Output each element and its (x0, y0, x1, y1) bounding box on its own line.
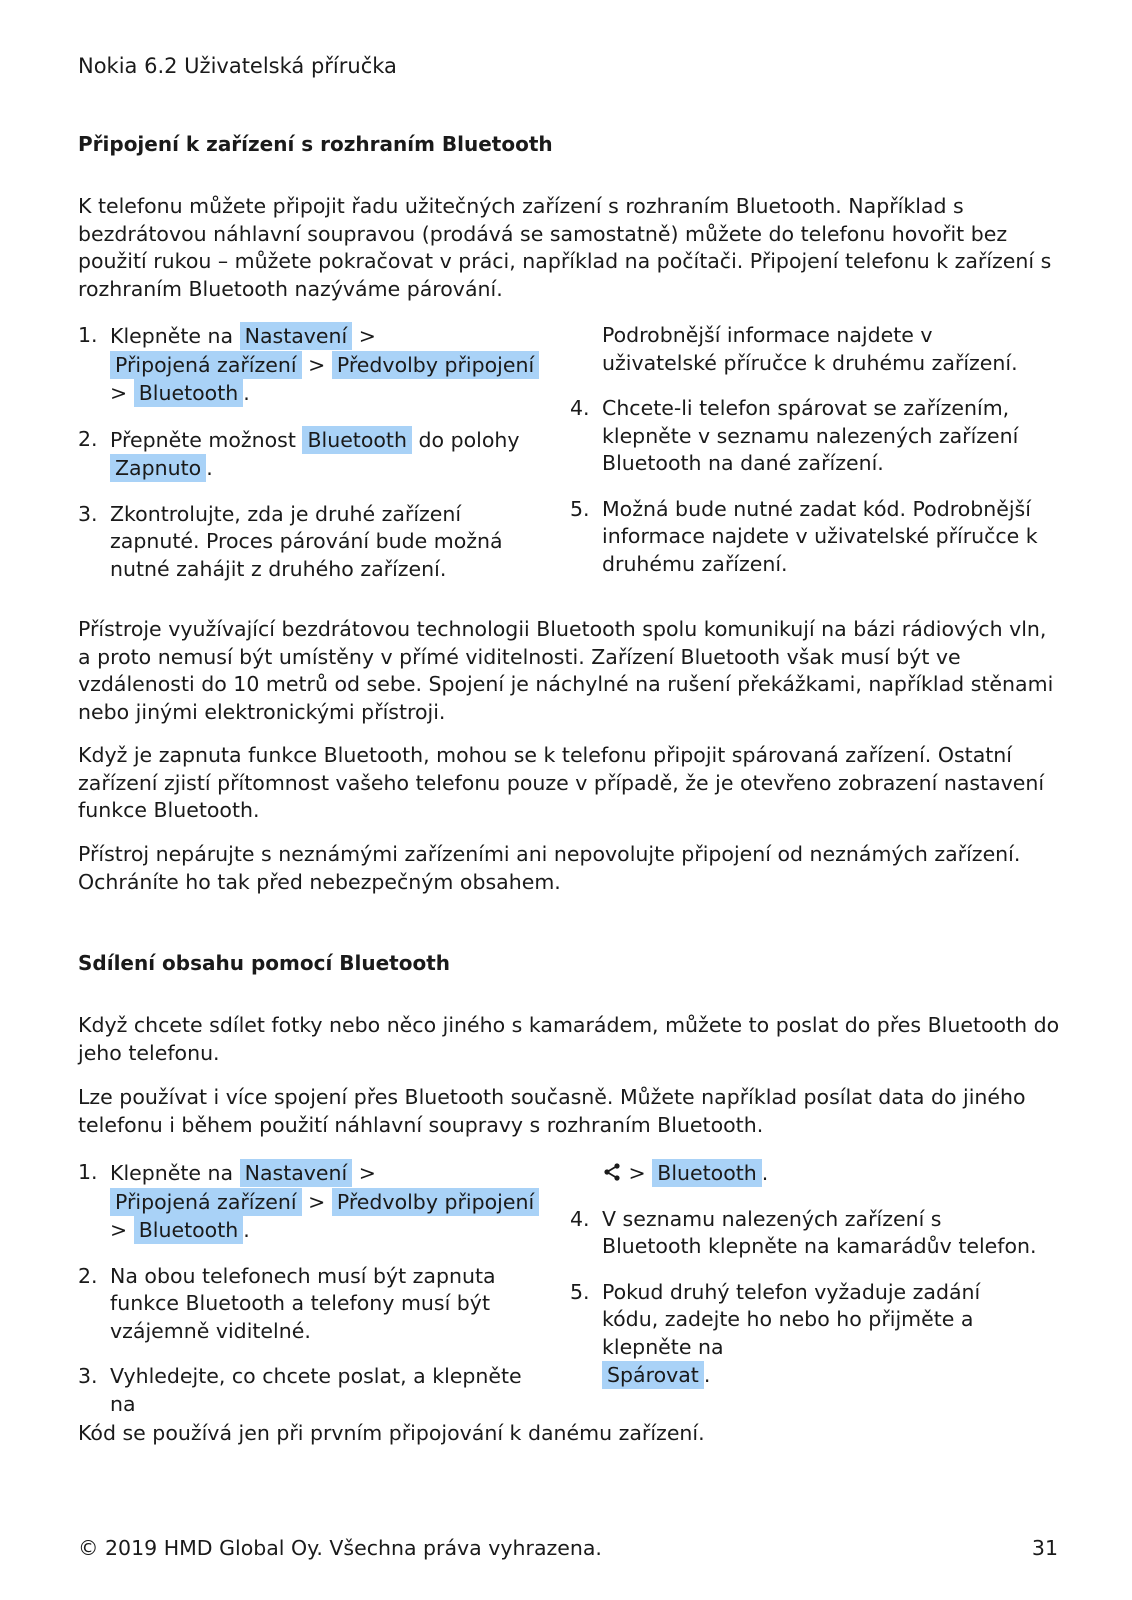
page-footer (78, 1536, 1058, 1560)
connected-devices-link[interactable]: Připojená zařízení (110, 1188, 302, 1216)
copyright: © 2019 HMD Global Oy. Všechna práva vyhrazena. (78, 1536, 602, 1560)
bluetooth-share-target[interactable]: Bluetooth (652, 1159, 762, 1187)
page-header: Nokia 6.2 Uživatelská příručka (78, 54, 397, 78)
list-item: 4. V seznamu nalezených zařízení s Bluetooth klepněte na kamarádův telefon. (570, 1206, 1037, 1258)
section1-intro: K telefonu můžete připojit řadu užitečných zařízení s rozhraním Bluetooth. Například s bezdrátovou náhlavní soupravou (prodává se samostatně) můžete do telefonu hovořit bez použití rukou – můžete pokračovat v práci, například na počítači. Připojení telefonu k zařízení s rozhraním Bluetooth nazýváme párování. (78, 194, 1052, 301)
list-item: 3. Vyhledejte, co chcete poslat, a klepněte na (78, 1364, 522, 1416)
section2-steps-left (78, 1159, 548, 1436)
settings-link[interactable]: Nastavení (240, 1159, 353, 1187)
connection-preferences-link[interactable]: Předvolby připojení (332, 1188, 539, 1216)
page-number: 31 (1031, 1536, 1058, 1560)
section1-steps-left (78, 322, 548, 601)
list-item: 5. Možná bude nutné zadat kód. Podrobnější informace najdete v uživatelské příručce k druhému zařízení. (570, 496, 1038, 576)
list-item: 1. Klepněte na Nastavení > Připojená zařízení > Předvolby připojení > Bluetooth . (78, 1159, 548, 1245)
on-state-label[interactable]: Zapnuto (110, 454, 206, 482)
section2-steps-right (570, 1159, 1040, 1408)
section1-para3: Přístroj nepárujte s neznámými zařízeními ani nepovolujte připojení od neznámých zařízení. Ochráníte ho tak před nebezpečným obsahem. (78, 842, 1021, 894)
connected-devices-link[interactable]: Připojená zařízení (110, 351, 302, 379)
list-item: 2. Přepněte možnost Bluetooth do polohy Zapnuto . (78, 426, 520, 480)
list-item: 5. Pokud druhý telefon vyžaduje zadání kódu, zadejte ho nebo ho přijměte a klepněte na Spárovat . (570, 1279, 981, 1387)
step3-continuation: > Bluetooth . (570, 1159, 1040, 1188)
section2-para2: Lze používat i více spojení přes Bluetooth současně. Můžete například posílat data do jiného telefonu i během použití náhlavní soupravy s rozhraním Bluetooth. (78, 1085, 1026, 1137)
section-heading-bluetooth-connect: Připojení k zařízení s rozhraním Bluetooth (78, 132, 553, 156)
list-item: 1. Klepněte na Nastavení > Připojená zařízení > Předvolby připojení > Bluetooth . (78, 322, 548, 408)
connection-preferences-link[interactable]: Předvolby připojení (332, 351, 539, 379)
settings-link[interactable]: Nastavení (240, 322, 353, 350)
section2-para1: Když chcete sdílet fotky nebo něco jiného s kamarádem, můžete to poslat do přes Bluetooth do jeho telefonu. (78, 1013, 1060, 1065)
list-item: 2. Na obou telefonech musí být zapnuta funkce Bluetooth a telefony musí být vzájemně viditelné. (78, 1263, 496, 1343)
section2-para3: Kód se používá jen při prvním připojování k danému zařízení. (78, 1421, 705, 1445)
list-item: 4. Chcete-li telefon spárovat se zařízením, klepněte v seznamu nalezených zařízení Bluetooth na dané zařízení. (570, 396, 1019, 475)
pair-button[interactable]: Spárovat (602, 1361, 704, 1389)
bluetooth-toggle-label[interactable]: Bluetooth (302, 426, 412, 454)
section1-para1: Přístroje využívající bezdrátovou technologii Bluetooth spolu komunikují na bázi rádiových vln, a proto nemusí být umístěny v přímé viditelnosti. Zařízení Bluetooth však musí být ve vzdálenosti do 10 metrů od sebe. Spojení je náchylné na rušení překážkami, například stěnami nebo jinými elektronickými přístroji. (78, 617, 1054, 724)
step3-continuation: Podrobnější informace najdete v uživatelské příručce k druhému zařízení. (602, 323, 1018, 375)
share-icon[interactable] (602, 1162, 622, 1182)
section1-steps-right (570, 322, 1040, 596)
section-heading-bluetooth-share: Sdílení obsahu pomocí Bluetooth (78, 951, 451, 975)
bluetooth-link[interactable]: Bluetooth (134, 1216, 244, 1244)
section1-para2: Když je zapnuta funkce Bluetooth, mohou se k telefonu připojit spárovaná zařízení. Ostatní zařízení zjistí přítomnost vašeho telefonu pouze v případě, že je otevřeno zobrazení nastavení funkce Bluetooth. (78, 743, 1045, 822)
list-item: 3. Zkontrolujte, zda je druhé zařízení zapnuté. Proces párování bude možná nutné zahájit z druhého zařízení. (78, 501, 503, 581)
bluetooth-link[interactable]: Bluetooth (134, 379, 244, 407)
